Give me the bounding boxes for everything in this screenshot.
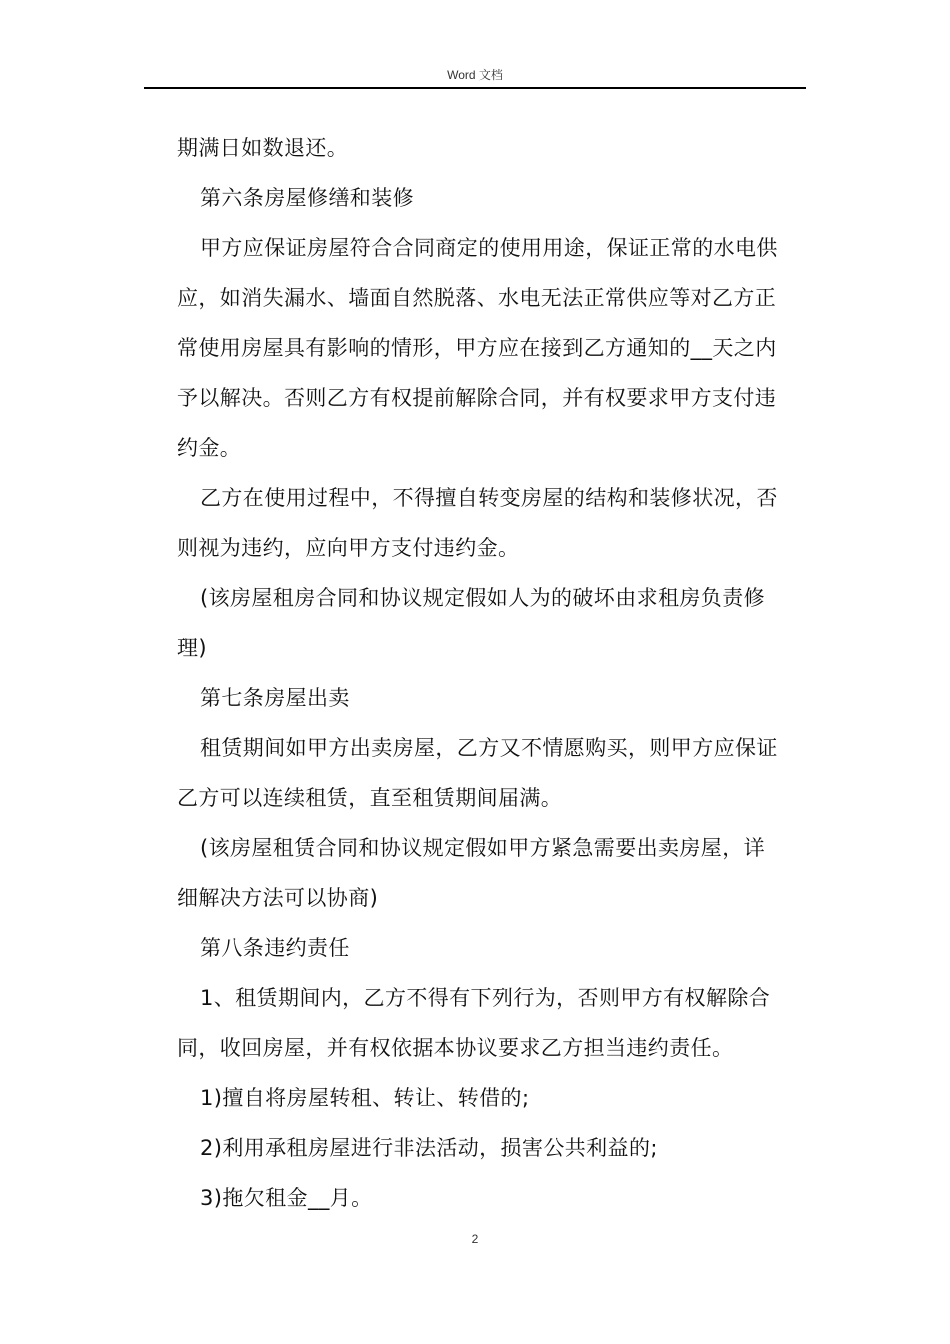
text-line: 应，如消失漏水、墙面自然脱落、水电无法正常供应等对乙方正 <box>177 286 777 310</box>
text-line: 乙方在使用过程中，不得擅自转变房屋的结构和装修状况，否 <box>200 486 778 510</box>
text-line: 予以解决。否则乙方有权提前解除合同，并有权要求甲方支付违 <box>177 386 777 410</box>
text-line: 细解决方法可以协商) <box>177 886 379 910</box>
text-line: 同，收回房屋，并有权依据本协议要求乙方担当违约责任。 <box>177 1036 734 1060</box>
text-line: 常使用房屋具有影响的情形，甲方应在接到乙方通知的__天之内 <box>177 336 777 360</box>
text-line: 甲方应保证房屋符合合同商定的使用用途，保证正常的水电供 <box>200 236 778 260</box>
document-body <box>177 123 807 1223</box>
text-line: 3)拖欠租金__月。 <box>200 1186 373 1210</box>
text-line: 理) <box>177 636 207 660</box>
page-header: Word 文档 <box>447 68 503 82</box>
text-line: 期满日如数退还。 <box>177 136 349 160</box>
text-line: 1、租赁期间内，乙方不得有下列行为，否则甲方有权解除合 <box>200 986 771 1010</box>
header-divider <box>144 87 806 89</box>
text-line: 乙方可以连续租赁，直至租赁期间届满。 <box>177 786 563 810</box>
text-line: 第七条房屋出卖 <box>200 686 350 710</box>
text-line: 第六条房屋修缮和装修 <box>200 186 414 210</box>
page-number: 2 <box>471 1232 479 1246</box>
text-line: (该房屋租赁合同和协议规定假如甲方紧急需要出卖房屋，详 <box>200 836 765 860</box>
text-line: 1)擅自将房屋转租、转让、转借的; <box>200 1086 530 1110</box>
text-line: 2)利用承租房屋进行非法活动，损害公共利益的; <box>200 1136 658 1160</box>
text-line: 租赁期间如甲方出卖房屋，乙方又不情愿购买，则甲方应保证 <box>200 736 778 760</box>
text-line: 第八条违约责任 <box>200 936 350 960</box>
text-line: (该房屋租房合同和协议规定假如人为的破坏由求租房负责修 <box>200 586 765 610</box>
text-line: 则视为违约，应向甲方支付违约金。 <box>177 536 520 560</box>
text-line: 约金。 <box>177 436 242 460</box>
